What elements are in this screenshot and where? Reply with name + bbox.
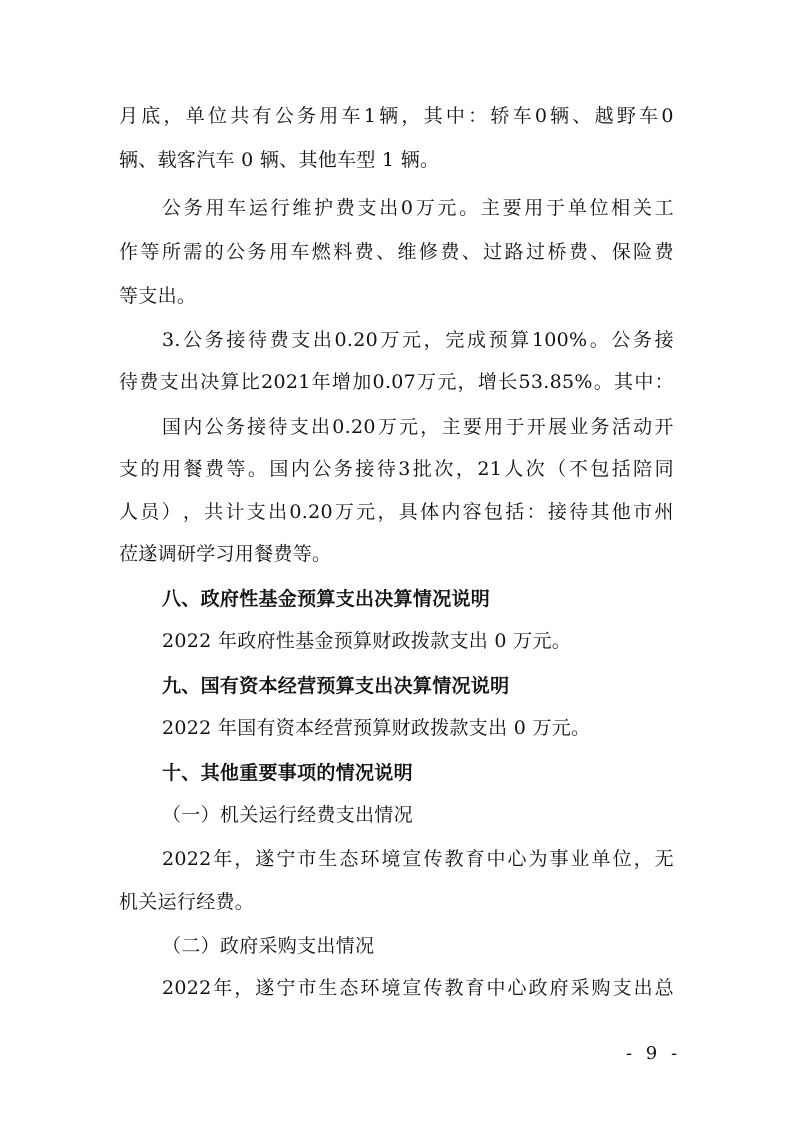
body-line-1: 月 底 ， 单 位 共 有 公 务 用 车 1 辆 ， 其 中 ： 轿 车 0 辆 、 越 野 车 0	[119, 105, 674, 127]
body-line-2: 辆、载客汽车 0 辆、其他车型 1 辆。	[119, 149, 440, 171]
body-line-16: 2022 年 ， 遂 宁 市 生 态 环 境 宣 传 教 育 中 心 政 府 采 购 支 出 总	[162, 977, 674, 999]
body-line-7: 待 费 支 出 决 算 比 2021 年 增 加 0.07 万 元 ， 增 长 53.85% 。 其 中 ：	[119, 371, 674, 393]
body-line-10: 人 员 ） ， 共 计 支 出 0.20 万 元 ， 具 体 内 容 包 括 ： 接 待 其 他 市 州	[119, 501, 674, 523]
body-line-8: 国 内 公 务 接 待 支 出 0.20 万 元 ， 主 要 用 于 开 展 业 务 活 动 开	[162, 416, 674, 438]
subsection-heading-1: （一）机关运行经费支出情况	[162, 804, 413, 826]
body-line-11: 莅遂调研学习用餐费等。	[119, 543, 332, 565]
section-heading-9: 九、国有资本经营预算支出决算情况说明	[162, 675, 510, 697]
body-line-14: 2022 年 ， 遂 宁 市 生 态 环 境 宣 传 教 育 中 心 为 事 业 单 位 ， 无	[162, 848, 674, 870]
body-line-13: 2022 年国有资本经营预算财政拨款支出 0 万元。	[162, 717, 591, 739]
page-number: - 9 -	[626, 1043, 682, 1064]
section-heading-8: 八、政府性基金预算支出决算情况说明	[162, 588, 491, 610]
body-line-15: 机关运行经费。	[119, 891, 255, 913]
body-line-5: 等支出。	[119, 285, 197, 307]
section-heading-10: 十、其他重要事项的情况说明	[162, 762, 413, 784]
body-line-4: 作 等 所 需 的 公 务 用 车 燃 料 费 、 维 修 费 、 过 路 过 桥 费 、 保 险 费	[119, 241, 674, 263]
body-line-9: 支 的 用 餐 费 等 。 国 内 公 务 接 待 3 批 次 ， 21 人 次 （ 不 包 括 陪 同	[119, 458, 674, 480]
subsection-heading-2: （二）政府采购支出情况	[162, 935, 375, 957]
body-line-12: 2022 年政府性基金预算财政拨款支出 0 万元。	[162, 630, 572, 652]
body-line-3: 公 务 用 车 运 行 维 护 费 支 出 0 万 元 。 主 要 用 于 单 位 相 关 工	[162, 197, 674, 219]
body-line-6: 3. 公 务 接 待 费 支 出 0.20 万 元 ， 完 成 预 算 100% 。 公 务 接	[162, 329, 674, 351]
